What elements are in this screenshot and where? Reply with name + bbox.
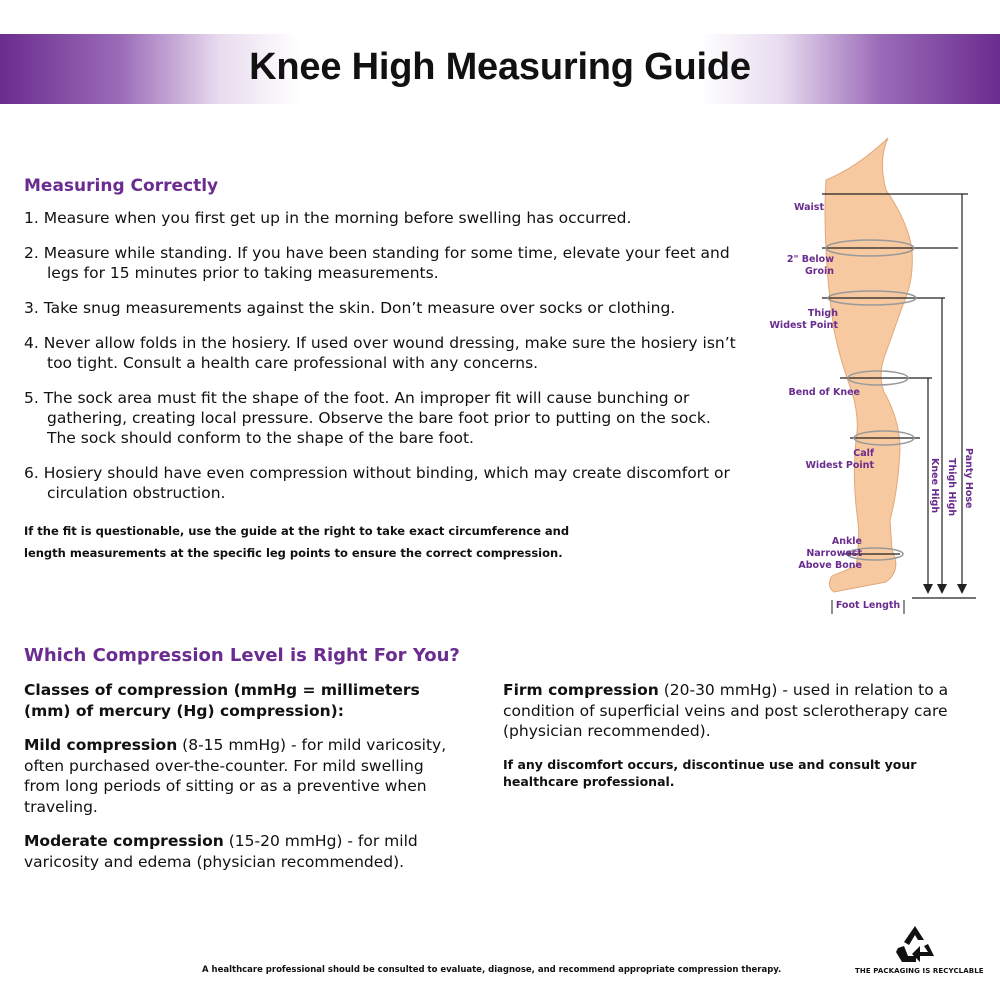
page-title: Knee High Measuring Guide <box>249 46 751 88</box>
moderate-compression-item <box>24 831 464 872</box>
label-thigh <box>760 308 838 332</box>
label-waist: Waist <box>793 202 824 213</box>
label-thigh-high: Thigh High <box>946 458 957 517</box>
fit-note: If the fit is questionable, use the guide at the right to take exact circumference and length measurements at the specific leg points to ensure the correct compression. <box>24 524 570 560</box>
mild-text: (8-15 mmHg) - for mild varicosity, often purchased over-the-counter. For mild swelling from long periods of sitting or as a preventive when traveling. <box>24 736 447 816</box>
label-calf <box>760 448 874 472</box>
firm-text: (20-30 mmHg) - used in relation to a condition of superficial veins and post sclerotherapy care (physician recommended). <box>503 681 949 740</box>
firm-label: Firm compression <box>503 681 659 699</box>
label-calf-line2: Widest Point <box>805 460 874 471</box>
step-item: 6. Hosiery should have even compression without binding, which may create discomfort or circulation obstruction. <box>24 464 730 502</box>
footer-disclaimer: A healthcare professional should be consulted to evaluate, diagnose, and recommend appropriate compression therapy. <box>202 965 782 975</box>
label-panty-hose: Panty Hose <box>963 448 974 509</box>
label-ankle-line1: Ankle <box>831 536 862 547</box>
title-banner <box>0 34 1000 104</box>
moderate-text: (15-20 mmHg) - for mild varicosity and edema (physician recommended). <box>24 832 418 871</box>
label-knee: Bend of Knee <box>788 387 860 398</box>
discomfort-warning: If any discomfort occurs, discontinue use and consult your healthcare professional. <box>503 756 917 789</box>
label-ankle <box>760 536 862 572</box>
label-foot-length: Foot Length <box>835 600 901 611</box>
label-ankle-line3: Above Bone <box>798 560 862 571</box>
mild-label: Mild compression <box>24 736 178 754</box>
step-item: 2. Measure while standing. If you have been standing for some time, elevate your feet and legs for 15 minutes prior to taking measurements. <box>24 244 730 282</box>
leg-shape <box>825 138 912 592</box>
label-ankle-line2: Narrowest <box>806 548 862 559</box>
compression-right-column <box>503 680 963 804</box>
recycle-text: THE PACKAGING IS RECYCLABLE <box>855 967 984 975</box>
label-calf-line1: Calf <box>853 448 874 459</box>
classes-label: Classes of compression (mmHg = millimeters (mm) of mercury (Hg) compression): <box>24 681 420 720</box>
compression-heading: Which Compression Level is Right For You? <box>24 645 460 666</box>
label-below-groin-line1: 2" Below <box>786 254 834 265</box>
leg-diagram <box>760 130 996 620</box>
step-item: 4. Never allow folds in the hosiery. If used over wound dressing, make sure the hosiery isn’t too tight. Consult a health care professional with any concerns. <box>24 334 736 372</box>
firm-compression-item <box>503 680 963 742</box>
label-below-groin <box>760 254 834 278</box>
label-below-groin-line2: Groin <box>804 266 834 277</box>
step-item: 3. Take snug measurements against the skin. Don’t measure over socks or clothing. <box>24 299 676 317</box>
label-thigh-line2: Widest Point <box>769 320 838 331</box>
label-thigh-line1: Thigh <box>807 308 838 319</box>
recycle-icon <box>894 924 936 964</box>
step-item: 5. The sock area must fit the shape of the foot. An improper fit will cause bunching or gathering, creating local pressure. Observe the bare foot prior to putting on the sock. The sock should conform to the shape of the bare foot. <box>24 389 711 447</box>
label-knee-high: Knee High <box>929 458 940 514</box>
measuring-heading: Measuring Correctly <box>24 176 219 196</box>
compression-left-column <box>24 680 464 886</box>
measuring-steps <box>24 208 744 518</box>
step-item: 1. Measure when you first get up in the morning before swelling has occurred. <box>24 209 632 227</box>
moderate-label: Moderate compression <box>24 832 224 850</box>
mild-compression-item <box>24 735 464 817</box>
